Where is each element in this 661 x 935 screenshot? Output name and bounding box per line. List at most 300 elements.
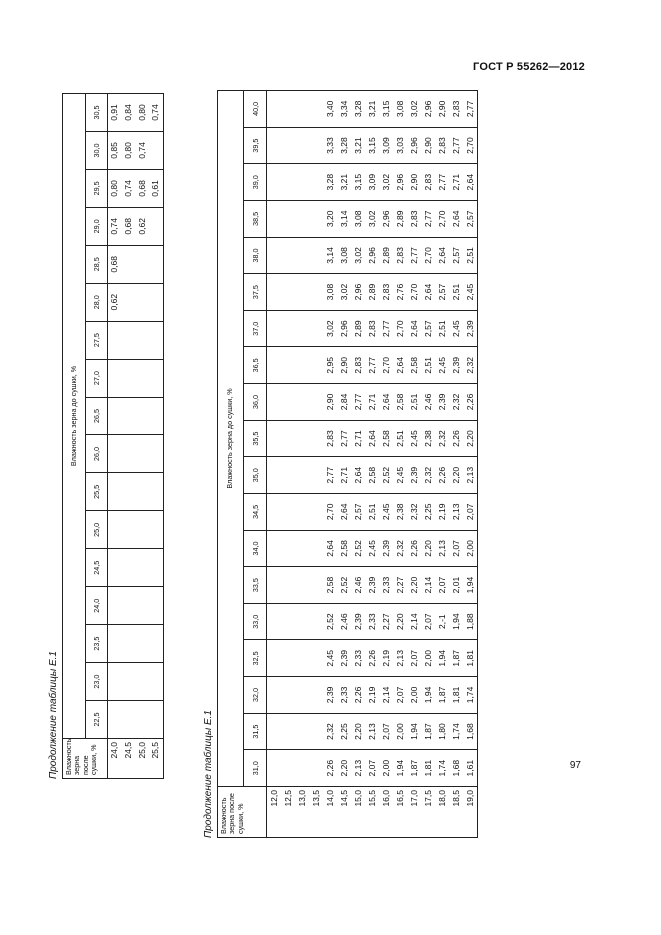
data-cell: 2,13 bbox=[451, 503, 461, 521]
table1-column-header: Влажность зерна до сушки, % bbox=[63, 94, 86, 739]
data-cell: 2,13 bbox=[437, 540, 447, 557]
column-header-cell: 39,5 bbox=[244, 127, 267, 164]
row-label: 12,5 bbox=[283, 790, 293, 807]
data-cell: 2,70 bbox=[409, 283, 419, 301]
data-cell bbox=[267, 750, 281, 786]
data-cell: 2,96 bbox=[367, 247, 377, 264]
data-cell: 2,32 bbox=[395, 540, 405, 557]
data-cell: 2,77 bbox=[325, 466, 335, 484]
data-cell bbox=[122, 701, 136, 738]
data-cell: 2,07 bbox=[409, 650, 419, 667]
data-cell: 2,96 bbox=[423, 100, 433, 118]
data-cell: 2,83 bbox=[367, 320, 377, 337]
row-label: 16,5 bbox=[395, 790, 405, 807]
data-cell: 3,02 bbox=[381, 173, 391, 191]
data-cell: 2,70 bbox=[437, 210, 447, 228]
data-cell: 2,89 bbox=[395, 210, 405, 228]
column-header-cell: 29,0 bbox=[86, 207, 108, 245]
data-cell: 2,77 bbox=[465, 100, 475, 118]
data-cell: 2,77 bbox=[437, 173, 447, 191]
data-column bbox=[267, 127, 478, 164]
data-column bbox=[267, 347, 478, 384]
row-label: 25,0 bbox=[136, 742, 147, 759]
data-cell bbox=[136, 473, 150, 510]
data-cell: 2,58 bbox=[367, 466, 377, 484]
data-cell bbox=[136, 436, 150, 473]
data-cell: 2,27 bbox=[395, 576, 405, 594]
data-cell: 1,68 bbox=[465, 723, 475, 740]
data-cell: 2,26 bbox=[465, 393, 475, 411]
data-column bbox=[267, 384, 478, 421]
data-cell bbox=[295, 604, 309, 640]
table2-row-header bbox=[218, 787, 267, 838]
row-header-line: сушки, % bbox=[235, 803, 245, 834]
data-cell: 3,34 bbox=[339, 100, 349, 118]
data-cell bbox=[149, 208, 163, 245]
data-cell: 2,39 bbox=[465, 320, 475, 337]
data-cell bbox=[122, 398, 136, 435]
data-cell: 2,38 bbox=[423, 430, 433, 447]
data-cell bbox=[295, 641, 309, 677]
column-header-cell: 33,0 bbox=[244, 603, 267, 640]
data-cell: 3,14 bbox=[339, 210, 349, 228]
data-cell bbox=[309, 457, 323, 493]
data-cell: 2,83 bbox=[353, 357, 363, 374]
row-label: 14,5 bbox=[339, 790, 349, 807]
data-cell: 2,32 bbox=[409, 503, 419, 521]
data-cell: 3,33 bbox=[325, 137, 335, 154]
data-cell: 2,39 bbox=[339, 650, 349, 667]
data-cell bbox=[309, 421, 323, 457]
column-header-cell: 30,0 bbox=[86, 132, 108, 170]
data-cell: 2,96 bbox=[339, 320, 349, 337]
data-cell: 0,68 bbox=[122, 218, 133, 235]
data-cell: 0,80 bbox=[109, 180, 119, 197]
data-cell: 2,00 bbox=[381, 759, 391, 777]
data-cell: 2,89 bbox=[353, 320, 363, 337]
data-cell bbox=[281, 677, 295, 713]
data-cell: 2,13 bbox=[465, 466, 475, 484]
data-cell: 2,71 bbox=[353, 430, 363, 447]
data-cell bbox=[108, 398, 122, 435]
data-cell: 2,64 bbox=[423, 283, 433, 301]
data-cell: 2,20 bbox=[409, 576, 419, 594]
data-cell: 2,96 bbox=[395, 173, 405, 191]
data-cell: 3,03 bbox=[395, 137, 405, 154]
data-cell: 2,32 bbox=[451, 393, 461, 411]
data-cell bbox=[136, 322, 150, 359]
data-cell: 3,08 bbox=[325, 283, 335, 301]
row-label: 17,5 bbox=[423, 790, 433, 807]
data-column bbox=[267, 274, 478, 311]
data-column bbox=[108, 321, 164, 359]
data-cell: 3,08 bbox=[339, 247, 349, 264]
data-cell: 2,77 bbox=[339, 430, 349, 447]
data-cell: 2,51 bbox=[395, 430, 405, 447]
column-header-cell: 31,0 bbox=[244, 750, 267, 787]
row-header-line: Влажность bbox=[64, 738, 73, 775]
data-cell: 2,26 bbox=[437, 466, 447, 484]
data-cell bbox=[108, 549, 122, 586]
column-header-cell: 35,0 bbox=[244, 457, 267, 494]
data-cell bbox=[149, 322, 163, 359]
data-cell bbox=[122, 246, 136, 283]
data-cell bbox=[295, 750, 309, 786]
data-cell: 2,83 bbox=[409, 210, 419, 228]
data-cell bbox=[309, 641, 323, 677]
data-cell bbox=[149, 132, 163, 169]
data-cell: 2,13 bbox=[395, 650, 405, 667]
data-cell bbox=[149, 511, 163, 548]
data-cell bbox=[122, 625, 136, 662]
data-cell bbox=[122, 284, 136, 321]
column-header-cell: 24,0 bbox=[86, 587, 108, 625]
data-column bbox=[108, 435, 164, 473]
data-cell: 2,52 bbox=[325, 613, 335, 630]
data-cell: 2,77 bbox=[367, 357, 377, 374]
data-column bbox=[108, 549, 164, 587]
data-cell bbox=[309, 384, 323, 420]
data-cell: 1,87 bbox=[451, 650, 461, 667]
data-cell: 2,64 bbox=[381, 393, 391, 411]
column-header-cell: 36,5 bbox=[244, 347, 267, 384]
data-column bbox=[108, 397, 164, 435]
data-cell bbox=[295, 457, 309, 493]
column-header-cell: 36,0 bbox=[244, 384, 267, 421]
data-cell bbox=[108, 322, 122, 359]
data-cell: 2,90 bbox=[339, 357, 349, 374]
data-cell bbox=[309, 274, 323, 310]
data-cell bbox=[295, 384, 309, 420]
data-cell: 2,45 bbox=[381, 503, 391, 521]
data-cell bbox=[267, 714, 281, 750]
data-cell bbox=[281, 641, 295, 677]
row-header-line: Влажность bbox=[219, 797, 228, 834]
data-column bbox=[267, 420, 478, 457]
data-cell bbox=[267, 531, 281, 567]
data-cell bbox=[108, 663, 122, 700]
column-header-cell: 38,5 bbox=[244, 201, 267, 238]
data-cell: 2,07 bbox=[395, 686, 405, 704]
data-cell: 1,68 bbox=[451, 759, 461, 777]
data-cell: 2,64 bbox=[325, 540, 335, 557]
data-cell: 2,52 bbox=[353, 540, 363, 557]
data-cell bbox=[149, 360, 163, 397]
table2-column-header: Влажность зерна до сушки, % bbox=[218, 91, 244, 787]
column-header-cell: 39,0 bbox=[244, 164, 267, 201]
data-cell: 2,70 bbox=[381, 357, 391, 374]
data-cell: 2,27 bbox=[381, 613, 391, 630]
column-header-cell: 25,0 bbox=[86, 511, 108, 549]
column-header-cell: 25,5 bbox=[86, 473, 108, 511]
data-cell: 2,64 bbox=[395, 357, 405, 374]
data-cell: 2,57 bbox=[353, 503, 363, 521]
data-cell bbox=[267, 421, 281, 457]
data-cell bbox=[281, 567, 295, 603]
data-cell bbox=[295, 421, 309, 457]
data-cell bbox=[108, 436, 122, 473]
row-label: 15,5 bbox=[367, 790, 377, 807]
data-cell: 2,20 bbox=[339, 759, 349, 777]
data-cell bbox=[267, 348, 281, 384]
data-cell bbox=[309, 348, 323, 384]
data-cell bbox=[309, 201, 323, 237]
data-cell: 0,68 bbox=[136, 180, 147, 197]
data-cell: 2,00 bbox=[395, 723, 405, 740]
data-cell: 2,58 bbox=[409, 357, 419, 374]
data-cell bbox=[309, 238, 323, 274]
data-cell: 2,70 bbox=[325, 503, 335, 521]
data-cell bbox=[267, 641, 281, 677]
data-column bbox=[108, 625, 164, 663]
data-cell: 3,21 bbox=[339, 173, 349, 191]
data-cell: 2,83 bbox=[381, 283, 391, 301]
data-cell: 2,45 bbox=[367, 540, 377, 557]
data-cell bbox=[309, 531, 323, 567]
data-cell: 2,32 bbox=[437, 430, 447, 447]
data-cell: 1,81 bbox=[465, 650, 475, 667]
data-cell bbox=[295, 494, 309, 530]
data-cell: 2,14 bbox=[409, 613, 419, 630]
table2-caption: Продолжение таблицы Е.1 bbox=[203, 710, 214, 838]
column-header-cell: 22,5 bbox=[86, 701, 108, 739]
data-cell: 0,74 bbox=[150, 104, 161, 121]
row-label: 16,0 bbox=[381, 790, 391, 807]
data-column bbox=[267, 457, 478, 494]
data-cell bbox=[309, 604, 323, 640]
data-cell: 2,46 bbox=[339, 613, 349, 630]
row-header-line: зерна после bbox=[227, 793, 237, 834]
data-cell: 2,51 bbox=[465, 247, 475, 264]
column-header-cell: 29,5 bbox=[86, 169, 108, 207]
data-cell: 2,90 bbox=[325, 393, 335, 411]
column-header-cell: 30,5 bbox=[86, 94, 108, 132]
data-cell bbox=[295, 714, 309, 750]
data-cell: 2,45 bbox=[437, 357, 447, 374]
row-label: 15,0 bbox=[353, 790, 363, 807]
data-cell: 2,39 bbox=[381, 540, 391, 557]
data-cell: 2,39 bbox=[437, 393, 447, 411]
data-cell bbox=[136, 511, 150, 548]
data-cell bbox=[267, 238, 281, 274]
data-cell: 2,51 bbox=[451, 283, 461, 301]
table2 bbox=[217, 90, 478, 838]
data-cell: 2,90 bbox=[437, 100, 447, 118]
data-cell: 2,26 bbox=[325, 759, 335, 777]
data-cell: 2,20 bbox=[465, 430, 475, 447]
data-cell: 2,89 bbox=[367, 283, 377, 301]
data-column bbox=[108, 132, 164, 170]
column-header-cell: 23,5 bbox=[86, 625, 108, 663]
data-cell bbox=[136, 701, 150, 738]
data-cell: 2,70 bbox=[395, 320, 405, 337]
data-cell bbox=[122, 663, 136, 700]
data-cell bbox=[267, 384, 281, 420]
data-cell: 1,81 bbox=[423, 759, 433, 777]
data-cell: 2,07 bbox=[465, 503, 475, 521]
data-cell: 1,94 bbox=[409, 723, 419, 740]
data-cell: 2,77 bbox=[381, 320, 391, 337]
data-column bbox=[108, 207, 164, 245]
data-cell bbox=[149, 549, 163, 586]
row-label: 12,0 bbox=[269, 790, 279, 807]
data-cell: 3,15 bbox=[381, 100, 391, 118]
data-cell: 2,32 bbox=[423, 466, 433, 484]
data-cell: 0,80 bbox=[136, 104, 147, 121]
data-cell: 1,80 bbox=[437, 723, 447, 740]
data-cell: 1,81 bbox=[451, 686, 461, 704]
data-cell bbox=[309, 311, 323, 347]
data-cell bbox=[281, 494, 295, 530]
data-column bbox=[108, 359, 164, 397]
data-cell bbox=[281, 421, 295, 457]
data-cell: 3,21 bbox=[367, 100, 377, 118]
data-cell: 2,71 bbox=[339, 466, 349, 484]
data-cell: 2,19 bbox=[381, 650, 391, 667]
data-column bbox=[267, 164, 478, 201]
data-cell: 1,87 bbox=[409, 759, 419, 777]
data-cell bbox=[108, 511, 122, 548]
data-cell: 2,19 bbox=[367, 686, 377, 704]
data-cell bbox=[267, 164, 281, 200]
data-column bbox=[108, 283, 164, 321]
data-cell: 3,28 bbox=[325, 173, 335, 191]
row-header-line: сушки, % bbox=[88, 744, 98, 775]
data-cell bbox=[281, 311, 295, 347]
column-header-cell: 26,5 bbox=[86, 397, 108, 435]
data-cell: 1,87 bbox=[423, 723, 433, 740]
data-cell: 2,58 bbox=[381, 430, 391, 447]
data-cell bbox=[281, 348, 295, 384]
data-cell: 2,14 bbox=[381, 686, 391, 704]
data-cell bbox=[136, 587, 150, 624]
data-cell: 3,02 bbox=[325, 320, 335, 337]
data-cell: 3,09 bbox=[381, 137, 391, 154]
data-cell bbox=[122, 511, 136, 548]
data-cell: 2,46 bbox=[423, 393, 433, 411]
data-cell bbox=[122, 587, 136, 624]
data-column bbox=[267, 677, 478, 714]
data-cell bbox=[281, 128, 295, 164]
data-cell bbox=[295, 348, 309, 384]
data-cell: 2,57 bbox=[423, 320, 433, 337]
data-cell bbox=[295, 128, 309, 164]
row-label: 19,0 bbox=[465, 790, 475, 807]
data-cell: 2,71 bbox=[367, 393, 377, 411]
data-cell: 1,74 bbox=[465, 686, 475, 704]
data-cell bbox=[108, 473, 122, 510]
data-cell bbox=[267, 677, 281, 713]
column-header-cell: 40,0 bbox=[244, 91, 267, 128]
data-cell: 3,28 bbox=[353, 100, 363, 118]
row-label: 25,5 bbox=[150, 742, 161, 759]
data-cell: 2,64 bbox=[451, 210, 461, 228]
data-cell: 2,33 bbox=[353, 650, 363, 667]
data-cell bbox=[267, 457, 281, 493]
data-cell bbox=[267, 201, 281, 237]
data-column bbox=[108, 94, 164, 132]
data-cell bbox=[122, 436, 136, 473]
data-cell bbox=[309, 714, 323, 750]
data-cell: 2,45 bbox=[395, 466, 405, 484]
table1-caption: Продолжение таблицы Е.1 bbox=[48, 651, 59, 779]
data-cell bbox=[136, 360, 150, 397]
column-header-cell: 34,5 bbox=[244, 494, 267, 531]
table1 bbox=[62, 93, 164, 779]
data-cell: 2,07 bbox=[437, 576, 447, 594]
data-cell: 2,64 bbox=[367, 430, 377, 447]
data-cell bbox=[267, 274, 281, 310]
data-cell: 3,21 bbox=[353, 137, 363, 154]
data-cell: 2,51 bbox=[409, 393, 419, 411]
data-column bbox=[108, 245, 164, 283]
data-column bbox=[267, 201, 478, 238]
standard-number: ГОСТ Р 55262—2012 bbox=[473, 61, 585, 73]
data-cell: 2,83 bbox=[395, 247, 405, 264]
data-column bbox=[108, 511, 164, 549]
data-cell: 2,00 bbox=[409, 686, 419, 704]
data-cell: 3,02 bbox=[409, 100, 419, 118]
data-cell: 0,62 bbox=[109, 293, 119, 311]
data-cell bbox=[295, 531, 309, 567]
data-cell: 2,83 bbox=[423, 173, 433, 191]
data-cell: 3,15 bbox=[353, 173, 363, 191]
data-cell bbox=[295, 567, 309, 603]
data-cell: 3,09 bbox=[367, 173, 377, 191]
data-cell: 2,64 bbox=[465, 173, 475, 191]
column-header-cell: 27,5 bbox=[86, 321, 108, 359]
data-cell: 2,64 bbox=[339, 503, 349, 521]
data-cell: 3,02 bbox=[367, 210, 377, 228]
data-cell bbox=[281, 274, 295, 310]
data-cell: 1,94 bbox=[423, 686, 433, 704]
column-header-cell: 27,0 bbox=[86, 359, 108, 397]
data-cell bbox=[309, 567, 323, 603]
row-labels-column bbox=[108, 739, 164, 779]
data-cell: 3,08 bbox=[395, 100, 405, 118]
data-cell bbox=[295, 91, 309, 127]
data-column bbox=[267, 310, 478, 347]
data-cell bbox=[309, 677, 323, 713]
data-cell: 2,39 bbox=[367, 576, 377, 594]
data-cell: 1,94 bbox=[395, 759, 405, 777]
row-label: 24,5 bbox=[122, 742, 133, 759]
data-cell bbox=[281, 531, 295, 567]
data-cell bbox=[136, 549, 150, 586]
data-cell bbox=[281, 384, 295, 420]
row-label: 13,5 bbox=[311, 790, 321, 807]
data-cell: 2,51 bbox=[367, 503, 377, 521]
column-header-cell: 31,5 bbox=[244, 713, 267, 750]
data-cell: 2,70 bbox=[465, 137, 475, 154]
data-cell: 2,01 bbox=[451, 576, 461, 594]
data-cell: 2,77 bbox=[451, 137, 461, 154]
data-cell bbox=[267, 567, 281, 603]
data-cell bbox=[108, 625, 122, 662]
data-cell bbox=[149, 284, 163, 321]
data-cell: 2,20 bbox=[395, 613, 405, 630]
data-cell: 2,51 bbox=[437, 320, 447, 337]
data-cell bbox=[281, 604, 295, 640]
data-cell: 2,83 bbox=[325, 430, 335, 447]
data-cell: 2,58 bbox=[339, 540, 349, 557]
data-cell bbox=[295, 238, 309, 274]
data-cell bbox=[136, 663, 150, 700]
data-cell bbox=[108, 587, 122, 624]
data-cell: 2,84 bbox=[339, 393, 349, 411]
data-column bbox=[267, 530, 478, 567]
data-cell: 2,39 bbox=[325, 686, 335, 704]
